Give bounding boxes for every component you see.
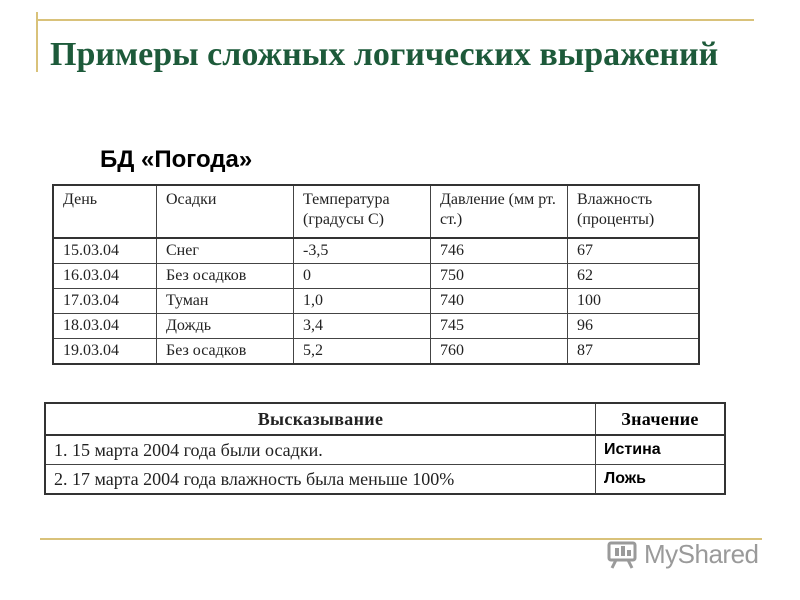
cell-pressure: 750 [431,264,568,289]
cell-humidity: 87 [568,339,700,365]
cell-pressure: 760 [431,339,568,365]
cell-temperature: 3,4 [294,314,431,339]
cell-humidity: 100 [568,289,700,314]
cell-day: 17.03.04 [53,289,157,314]
cell-temperature: 1,0 [294,289,431,314]
column-header-temperature: Температура (градусы С) [294,185,431,238]
column-header-pressure: Давление (мм рт. ст.) [431,185,568,238]
cell-truth-value: Истина [596,435,726,465]
decorative-rule-top [36,19,754,21]
cell-day: 16.03.04 [53,264,157,289]
slide-subtitle: БД «Погода» [100,146,253,173]
slide-title: Примеры сложных логических выражений [50,36,719,73]
cell-temperature: 0 [294,264,431,289]
cell-day: 15.03.04 [53,238,157,264]
cell-pressure: 745 [431,314,568,339]
cell-statement: 1. 15 марта 2004 года были осадки. [45,435,596,465]
cell-precipitation: Без осадков [157,339,294,365]
cell-humidity: 62 [568,264,700,289]
watermark-logo [606,536,759,572]
cell-statement: 2. 17 марта 2004 года влажность была меньше 100% [45,465,596,495]
table-header-row [53,185,699,238]
cell-precipitation: Туман [157,289,294,314]
cell-precipitation: Снег [157,238,294,264]
table-row [53,238,699,264]
table-row [53,264,699,289]
column-header-day: День [53,185,157,238]
column-header-precipitation: Осадки [157,185,294,238]
table-row [45,465,725,495]
table-row [53,314,699,339]
column-header-value: Значение [596,403,726,435]
decorative-rule-left [36,12,38,72]
cell-pressure: 746 [431,238,568,264]
cell-day: 18.03.04 [53,314,157,339]
myshared-logo-icon [606,538,638,570]
column-header-humidity: Влажность (проценты) [568,185,700,238]
statements-table [44,402,726,495]
cell-truth-value: Ложь [596,465,726,495]
cell-humidity: 96 [568,314,700,339]
cell-day: 19.03.04 [53,339,157,365]
watermark-text: MyShared [644,538,759,569]
weather-table [52,184,700,365]
cell-temperature: -3,5 [294,238,431,264]
cell-humidity: 67 [568,238,700,264]
cell-precipitation: Без осадков [157,264,294,289]
cell-pressure: 740 [431,289,568,314]
table-row [53,289,699,314]
cell-temperature: 5,2 [294,339,431,365]
cell-precipitation: Дождь [157,314,294,339]
table-row [45,435,725,465]
table-header-row [45,403,725,435]
column-header-statement: Высказывание [45,403,596,435]
table-row [53,339,699,365]
